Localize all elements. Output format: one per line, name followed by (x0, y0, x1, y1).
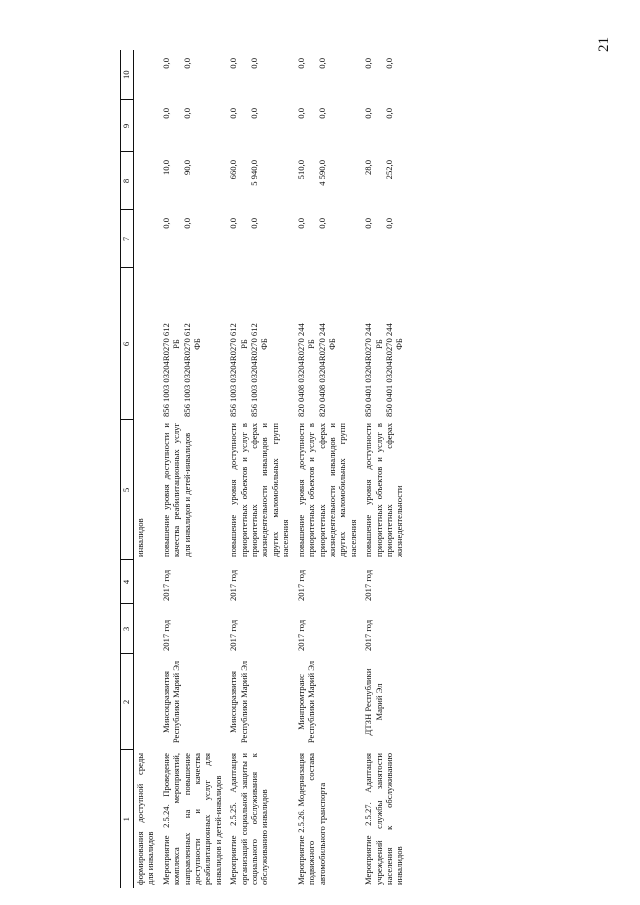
row-c7: 0,0 0,0 (295, 218, 327, 229)
row-name: Мероприятие 2.5.24. Проведение комплекса мероприятий, направленных на повышение доступности и качества реабилитационных услуг для инвалидов и детей-инвалидов (160, 753, 223, 885)
col-header-1: 1 (121, 750, 134, 888)
table-row (134, 50, 157, 888)
row-name: Мероприятие 2.5.26. Модернизация подвижного состава автомобильного транспорта (295, 753, 327, 885)
budget-source: ФБ (394, 338, 405, 350)
row-c8: 10,0 90,0 (160, 160, 192, 176)
row-c9: 0,0 0,0 (363, 108, 394, 119)
row-c10: 0,0 0,0 (363, 58, 394, 69)
budget-source: ФБ (326, 338, 337, 350)
row-direction: повышение уровня доступности приоритетных объектов и услуг в приоритетных сферах жизнедеятельности инвалидов и других маломобильных групп населения (295, 423, 358, 557)
row-name: Мероприятие 2.5.27. Адаптация учреждений службы занятости населения к обслуживанию инвалидов (363, 753, 405, 885)
row-name: Мероприятие 2.5.25. Адаптация организаций социальной защиты и социального обслуживания к обслуживанию инвалидов (228, 753, 270, 885)
budget-code: 820 0408 03204R0270 244 (295, 323, 306, 417)
budget-source: РБ (238, 339, 249, 349)
budget-code: 850 0401 03204R0270 244 (383, 323, 394, 417)
row-direction: повышение уровня доступности приоритетных объектов и услуг в приоритетных сферах жизнедеятельности инвалидов и других маломобильных групп населения (228, 423, 291, 557)
rotated-table-container (120, 50, 580, 888)
col-header-10: 10 (121, 50, 134, 100)
row-c9: 0,0 0,0 (160, 108, 192, 119)
row-executor: Минсоцразвития Республики Марий Эл (160, 660, 182, 744)
budget-source: ФБ (259, 338, 270, 350)
table-row (224, 50, 291, 888)
row-executor: ДТЗН Республики Марий Эл (363, 668, 384, 736)
budget-source: РБ (171, 339, 182, 349)
col-header-7: 7 (121, 210, 134, 268)
table-header (121, 50, 134, 888)
col-header-5: 5 (121, 420, 134, 560)
table-row (157, 50, 224, 888)
row-end: 2017 год (228, 569, 239, 601)
row-end: 2017 год (363, 569, 374, 601)
row-start: 2017 год (363, 619, 374, 651)
budget-source: РБ (373, 339, 384, 349)
row-name: формирования доступной среды для инвалидов (135, 753, 156, 885)
row-direction: повышение уровня доступности приоритетных объектов и услуг в приоритетных сферах жизнедеятельности (363, 423, 405, 557)
row-c10: 0,0 0,0 (228, 58, 260, 69)
row-c8: 510,0 4 590,0 (295, 160, 327, 186)
budget-source: ФБ (192, 338, 203, 350)
row-c8: 28,0 252,0 (363, 160, 394, 180)
budget-code: 850 0401 03204R0270 244 (363, 323, 374, 417)
row-codes (292, 268, 359, 420)
row-start: 2017 год (160, 619, 171, 651)
budget-code: 856 1003 03204R0270 612 (181, 323, 192, 417)
row-c10: 0,0 0,0 (160, 58, 192, 69)
row-c7: 0,0 0,0 (160, 218, 192, 229)
col-header-2: 2 (121, 654, 134, 750)
col-header-9: 9 (121, 100, 134, 152)
row-start: 2017 год (295, 619, 306, 651)
budget-code: 856 1003 03204R0270 612 (249, 323, 260, 417)
row-executor: Минпромтранс Республики Марий Эл (295, 660, 317, 744)
table-row (359, 50, 406, 888)
row-c7: 0,0 0,0 (228, 218, 260, 229)
row-end: 2017 год (160, 569, 171, 601)
col-header-3: 3 (121, 604, 134, 654)
page-number: 21 (596, 37, 612, 52)
row-c7: 0,0 0,0 (363, 218, 394, 229)
row-start: 2017 год (228, 619, 239, 651)
row-c8: 660,0 5 940,0 (228, 160, 260, 186)
col-header-8: 8 (121, 152, 134, 210)
row-direction: повышение уровня доступности и качества реабилитационных услуг для инвалидов и детей-инвалидов (160, 423, 192, 557)
col-header-6: 6 (121, 268, 134, 420)
budget-code: 856 1003 03204R0270 612 (228, 323, 239, 417)
row-c10: 0,0 0,0 (295, 58, 327, 69)
program-table (120, 50, 406, 888)
col-header-4: 4 (121, 560, 134, 604)
row-direction: инвалидов (135, 518, 145, 557)
row-codes (359, 268, 406, 420)
budget-source: РБ (306, 339, 317, 349)
budget-code: 856 1003 03204R0270 612 (160, 323, 171, 417)
row-c9: 0,0 0,0 (295, 108, 327, 119)
budget-code: 820 0408 03204R0270 244 (316, 323, 327, 417)
table-row (292, 50, 359, 888)
row-c9: 0,0 0,0 (228, 108, 260, 119)
row-end: 2017 год (295, 569, 306, 601)
row-codes (224, 268, 291, 420)
row-executor: Минсоцразвития Республики Марий Эл (228, 660, 249, 744)
row-codes (157, 268, 224, 420)
